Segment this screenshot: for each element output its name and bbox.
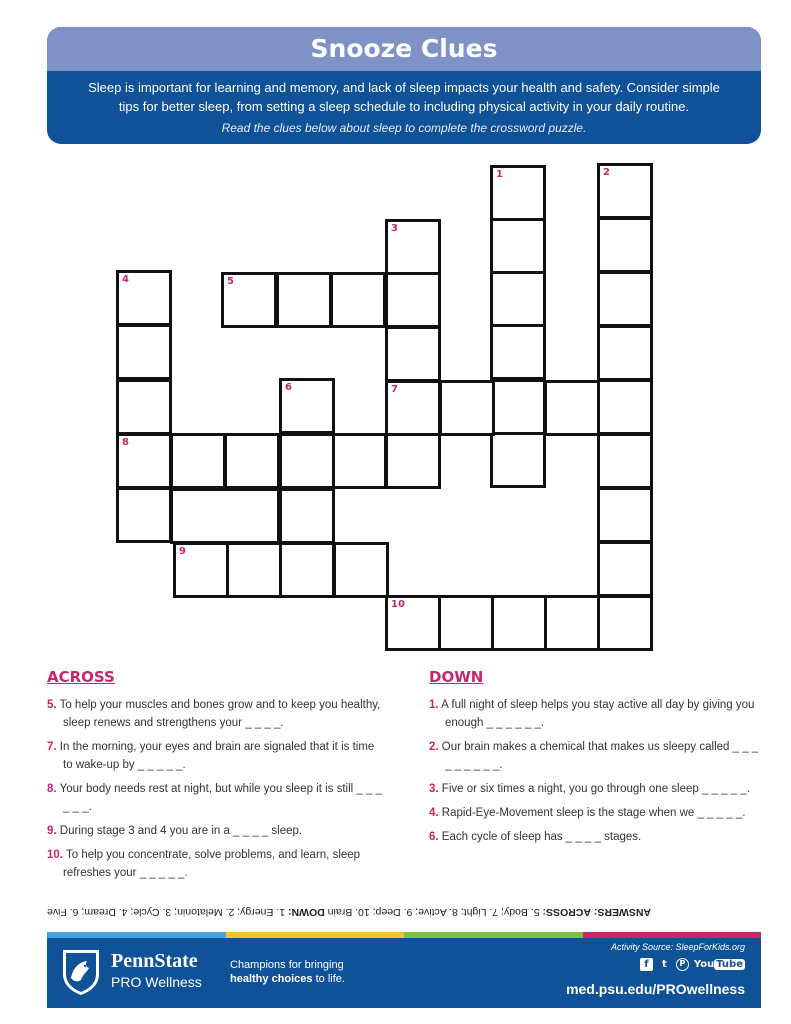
crossword-cell[interactable] xyxy=(597,271,653,327)
crossword-cell[interactable] xyxy=(491,595,547,651)
clue-item: 4. Rapid-Eye-Movement sleep is the stage when we _ _ _ _ _. xyxy=(429,807,746,819)
clue-item: 10. To help you concentrate, solve problems, and learn, sleep refreshes your _ _ _ _ _. xyxy=(47,849,361,879)
down-clues xyxy=(429,668,759,852)
crossword-cell[interactable] xyxy=(490,324,546,380)
down-heading: DOWN xyxy=(429,668,484,686)
penn-state-shield-icon xyxy=(61,948,101,996)
crossword-cell[interactable] xyxy=(438,595,494,651)
crossword-cell[interactable] xyxy=(116,433,172,489)
clue-number: 2 xyxy=(603,167,610,178)
clue-number: 1 xyxy=(496,169,503,180)
crossword-cell[interactable] xyxy=(385,433,441,489)
pinterest-icon[interactable]: P xyxy=(676,958,689,971)
page-title: Snooze Clues xyxy=(47,27,761,71)
brand-logo-text: PennState PRO Wellness xyxy=(111,950,202,990)
instruction-text: Read the clues below about sleep to complete the crossword puzzle. xyxy=(221,121,587,135)
crossword-cell[interactable] xyxy=(490,165,546,221)
crossword-cell[interactable] xyxy=(224,433,280,489)
clue-item: 6. Each cycle of sleep has _ _ _ _ stages. xyxy=(429,831,642,843)
crossword-cell[interactable] xyxy=(597,379,653,435)
crossword-cell[interactable] xyxy=(597,595,653,651)
header-card xyxy=(47,27,761,144)
clue-number: 6 xyxy=(285,382,292,393)
crossword-cell[interactable] xyxy=(597,163,653,219)
crossword-cell[interactable] xyxy=(490,218,546,274)
crossword-cell[interactable] xyxy=(490,379,546,435)
crossword-cell[interactable] xyxy=(544,380,600,436)
crossword-cell[interactable] xyxy=(385,326,441,382)
clue-item: 8. Your body needs rest at night, but while you sleep it is still _ _ _ _ _ _. xyxy=(47,783,382,813)
clue-number: 3 xyxy=(391,223,398,234)
answers-upside-down: ANSWERS: ACROSS: 5. Body; 7. Light; 8. Active; 9. Deep; 10. Brain DOWN: 1. Energy; 2. Melatonin; 3. Cycle; 4. Dream; 6. Five xyxy=(47,906,652,918)
crossword-cell[interactable] xyxy=(116,324,172,380)
crossword-cell[interactable] xyxy=(490,271,546,327)
clue-item: 9. During stage 3 and 4 you are in a _ _ _ _ sleep. xyxy=(47,825,303,837)
clue-number: 9 xyxy=(179,546,186,557)
crossword-connector xyxy=(170,488,280,544)
crossword-cell[interactable] xyxy=(279,433,335,489)
clue-item: 3. Five or six times a night, you go through one sleep _ _ _ _ _. xyxy=(429,783,750,795)
crossword-cell[interactable] xyxy=(116,270,172,326)
crossword-cell[interactable] xyxy=(385,380,441,436)
footer xyxy=(47,938,761,1008)
clue-number: 5 xyxy=(227,276,234,287)
crossword-cell[interactable] xyxy=(116,379,172,435)
crossword-cell[interactable] xyxy=(385,219,441,275)
crossword-cell[interactable] xyxy=(597,541,653,597)
across-clues xyxy=(47,668,387,888)
crossword-cell[interactable] xyxy=(439,380,495,436)
crossword-cell[interactable] xyxy=(597,487,653,543)
clue-item: 1. A full night of sleep helps you stay active all day by giving you enough _ _ _ _ _ _. xyxy=(429,699,755,729)
facebook-icon[interactable]: f xyxy=(640,958,653,971)
clue-number: 4 xyxy=(122,274,129,285)
crossword-cell[interactable] xyxy=(597,433,653,489)
clue-item: 5. To help your muscles and bones grow and to keep you healthy, sleep renews and strengthens your _ _ _ _. xyxy=(47,699,381,729)
clue-number: 8 xyxy=(122,437,129,448)
crossword-cell[interactable] xyxy=(221,272,277,328)
activity-source: Activity Source: SleepForKids.org xyxy=(610,942,745,952)
crossword-cell[interactable] xyxy=(279,378,335,434)
crossword-cell[interactable] xyxy=(279,542,335,598)
twitter-icon[interactable]: t xyxy=(662,959,667,970)
crossword-cell[interactable] xyxy=(385,595,441,651)
crossword-cell[interactable] xyxy=(330,272,386,328)
clue-number: 7 xyxy=(391,384,398,395)
crossword-cell[interactable] xyxy=(276,272,332,328)
crossword-cell[interactable] xyxy=(597,325,653,381)
crossword-cell[interactable] xyxy=(226,542,282,598)
crossword-cell[interactable] xyxy=(597,217,653,273)
clue-item: 7. In the morning, your eyes and brain are signaled that it is time to wake-up by _ _ _ _ _. xyxy=(47,741,375,771)
crossword-cell[interactable] xyxy=(279,488,335,544)
clue-number: 10 xyxy=(391,599,405,610)
crossword-cell[interactable] xyxy=(173,542,229,598)
website-url[interactable]: med.psu.edu/PROwellness xyxy=(566,981,745,997)
crossword-cell[interactable] xyxy=(170,433,226,489)
intro-text: Sleep is important for learning and memory, and lack of sleep impacts your health and safety. Consider simple tips for better sleep, from setting a sleep schedule to including physical activity in your daily routine. xyxy=(88,80,720,114)
crossword-cell[interactable] xyxy=(333,542,389,598)
crossword-cell[interactable] xyxy=(116,487,172,543)
crossword-cell[interactable] xyxy=(331,433,387,489)
crossword-cell[interactable] xyxy=(490,432,546,488)
clue-item: 2. Our brain makes a chemical that makes us sleepy called _ _ _ _ _ _ _ _ _. xyxy=(429,741,759,771)
youtube-icon[interactable]: You Tube xyxy=(693,959,743,970)
crossword-cell[interactable] xyxy=(544,595,600,651)
tagline: Champions for bringing healthy choices to life. xyxy=(230,959,345,985)
social-links xyxy=(640,958,745,971)
across-heading: ACROSS xyxy=(47,668,115,686)
crossword-cell[interactable] xyxy=(385,272,441,328)
